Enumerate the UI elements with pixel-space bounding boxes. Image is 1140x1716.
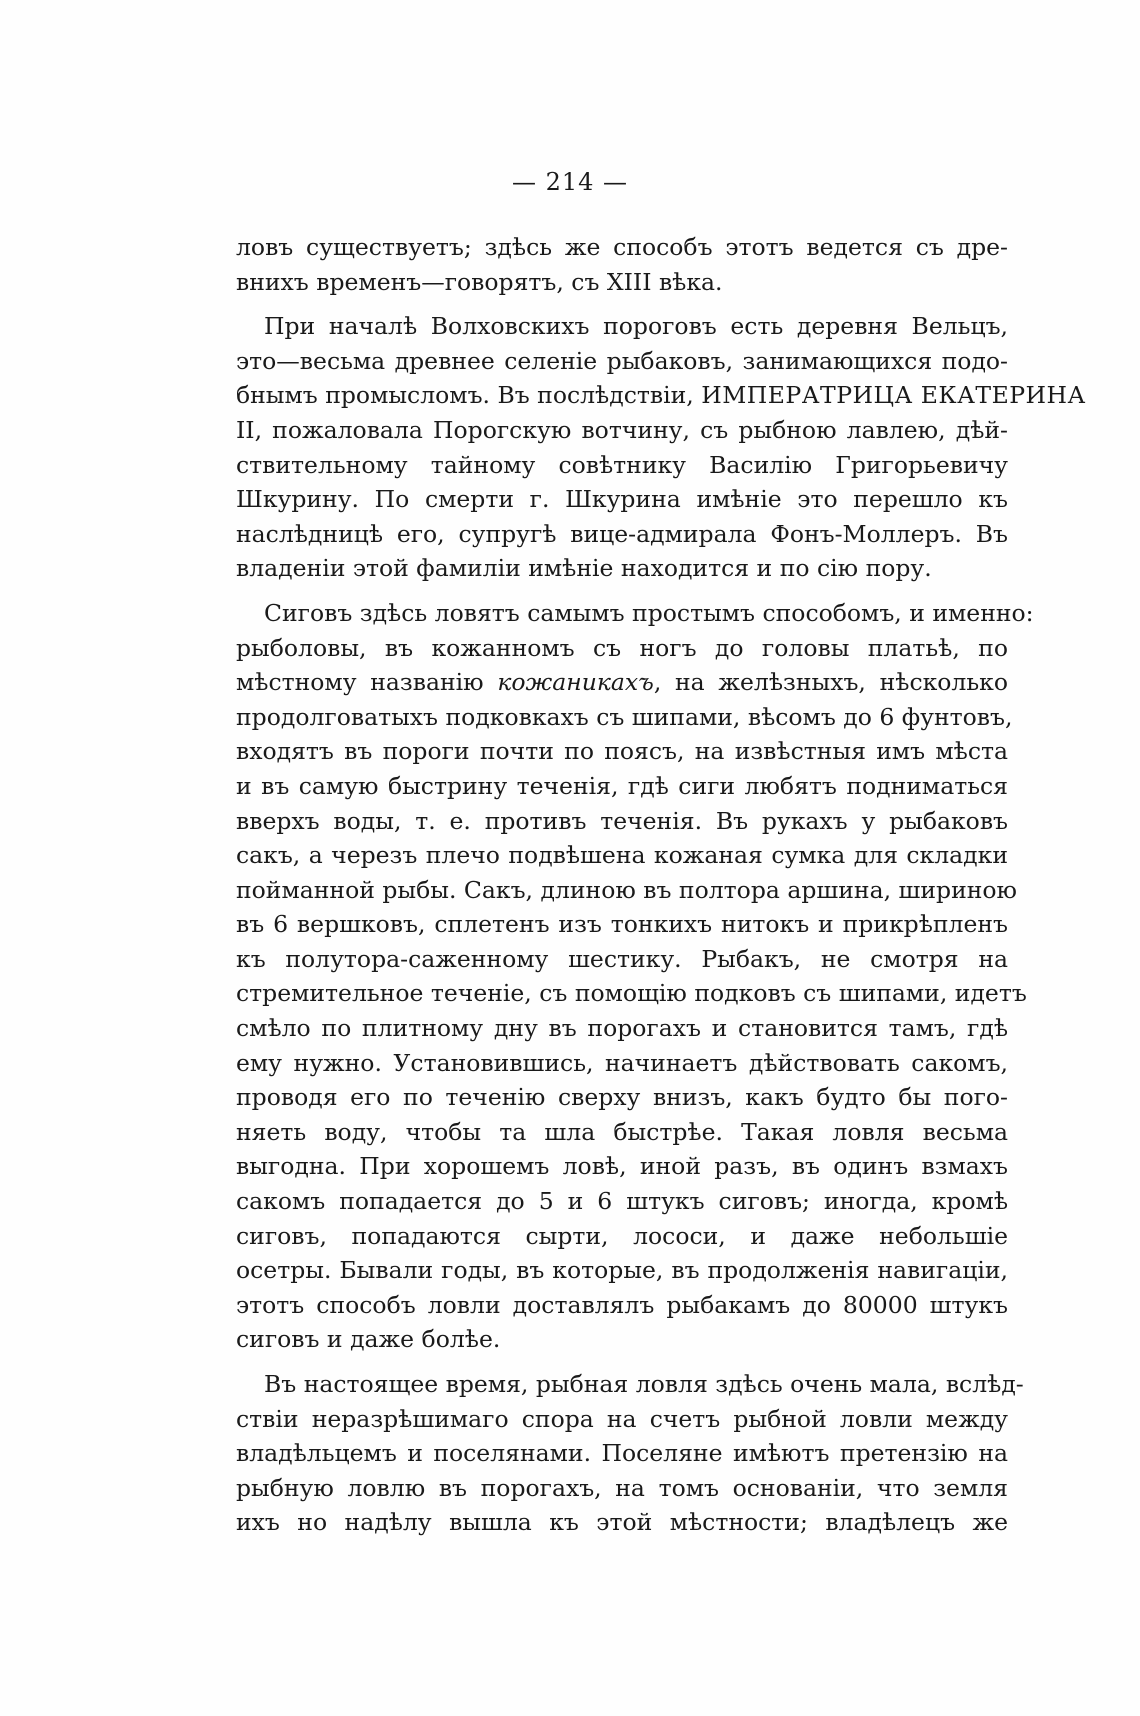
- text-line: сиговъ, попадаются сырти, лососи, и даже небольшіе: [236, 1221, 1008, 1250]
- text-line: выгодна. При хорошемъ ловѣ, иной разъ, въ одинъ взмахъ: [236, 1152, 1008, 1181]
- text-line: Сиговъ здѣсь ловятъ самымъ простымъ способомъ, и именно:: [264, 598, 1034, 627]
- paragraph: [236, 230, 1008, 299]
- text-line: ствительному тайному совѣтнику Василію Григорьевичу: [236, 450, 1008, 479]
- text-line: При началѣ Волховскихъ пороговъ есть деревня Вельцъ,: [264, 312, 1008, 341]
- text-line: смѣло по плитному дну въ порогахъ и становится тамъ, гдѣ: [236, 1014, 1008, 1043]
- paragraph: [236, 596, 1034, 1357]
- text-line: стремительное теченіе, съ помощію подковъ съ шипами, идетъ: [236, 979, 1027, 1008]
- text-line: сиговъ и даже болѣе.: [236, 1325, 501, 1354]
- paragraph: [236, 309, 1086, 586]
- text-line: въ 6 вершковъ, сплетенъ изъ тонкихъ нитокъ и прикрѣпленъ: [236, 910, 1008, 939]
- text-line: къ полутора-саженному шестику. Рыбакъ, не смотря на: [236, 944, 1008, 973]
- text-line: это—весьма древнее селеніе рыбаковъ, занимающихся подо-: [236, 346, 1008, 375]
- text-line: ловъ существуетъ; здѣсь же способъ этотъ ведется съ дре-: [236, 233, 1008, 261]
- text-line: рыболовы, въ кожанномъ съ ногъ до головы платьѣ, по: [236, 633, 1008, 662]
- text-line: продолговатыхъ подковкахъ съ шипами, вѣсомъ до 6 фунтовъ,: [236, 702, 1013, 731]
- text-line: вверхъ воды, т. е. противъ теченія. Въ рукахъ у рыбаковъ: [236, 806, 1008, 835]
- text-line: проводя его по теченію сверху внизъ, какъ будто бы пого-: [236, 1083, 1008, 1112]
- paragraph-gap: [236, 586, 1008, 596]
- text-line: владеніи этой фамиліи имѣніе находится и по сію пору.: [236, 554, 932, 583]
- italic-term: кожаникахъ: [497, 668, 654, 697]
- text-line: наслѣдницѣ его, супругѣ вице-адмирала Фонъ-Моллеръ. Въ: [236, 519, 1008, 548]
- text-line: Въ настоящее время, рыбная ловля здѣсь очень мала, вслѣд-: [264, 1370, 1024, 1398]
- text-line: пойманной рыбы. Сакъ, длиною въ полтора аршина, шириною: [236, 875, 1018, 904]
- text-line: входятъ въ пороги почти по поясъ, на извѣстныя имъ мѣста: [236, 737, 1008, 766]
- text-line: ствіи неразрѣшимаго спора на счетъ рыбной ловли между: [236, 1404, 1008, 1433]
- text-line: сакомъ попадается до 5 и 6 штукъ сиговъ; иногда, кромѣ: [236, 1187, 1008, 1216]
- text-line: II, пожаловала Порогскую вотчину, съ рыбною лавлею, дѣй-: [236, 415, 1008, 444]
- text-line: и въ самую быстрину теченія, гдѣ сиги любятъ подниматься: [236, 771, 1008, 800]
- body-text: [236, 230, 1086, 1540]
- text-line: Шкурину. По смерти г. Шкурина имѣніе это перешло къ: [236, 485, 1008, 514]
- text-line: ему нужно. Установившись, начинаетъ дѣйствовать сакомъ,: [236, 1048, 1008, 1077]
- text-line: этотъ способъ ловли доставлялъ рыбакамъ до 80000 штукъ: [236, 1290, 1008, 1319]
- text-line: сакъ, а черезъ плечо подвѣшена кожаная сумка для складки: [236, 841, 1008, 870]
- paragraph-gap: [236, 1357, 1008, 1367]
- text-line: рыбную ловлю въ порогахъ, на томъ основаніи, что земля: [236, 1473, 1008, 1502]
- text-line: ихъ но надѣлу вышла къ этой мѣстности; владѣлецъ же: [236, 1508, 1008, 1537]
- page-number: — 214 —: [511, 168, 629, 196]
- text-line: внихъ временъ—говорятъ, съ XIII вѣка.: [236, 267, 723, 296]
- text-line: владѣльцемъ и поселянами. Поселяне имѣютъ претензію на: [236, 1439, 1008, 1468]
- small-caps-title: ИМПЕРАТРИЦА ЕКАТЕРИНА: [701, 381, 1086, 410]
- text-line: осетры. Бывали годы, въ которые, въ продолженія навигаціи,: [236, 1256, 1008, 1285]
- text-line: бнымъ промысломъ. Въ послѣдствіи, ИМПЕРАТРИЦА ЕКАТЕРИНА: [236, 381, 1086, 410]
- paragraph: [236, 1367, 1024, 1540]
- paragraph-gap: [236, 299, 1008, 309]
- text-line: мѣстному названію кожаникахъ, на желѣзныхъ, нѣсколько: [236, 668, 1008, 697]
- text-line: няеть воду, чтобы та шла быстрѣе. Такая ловля весьма: [236, 1117, 1008, 1146]
